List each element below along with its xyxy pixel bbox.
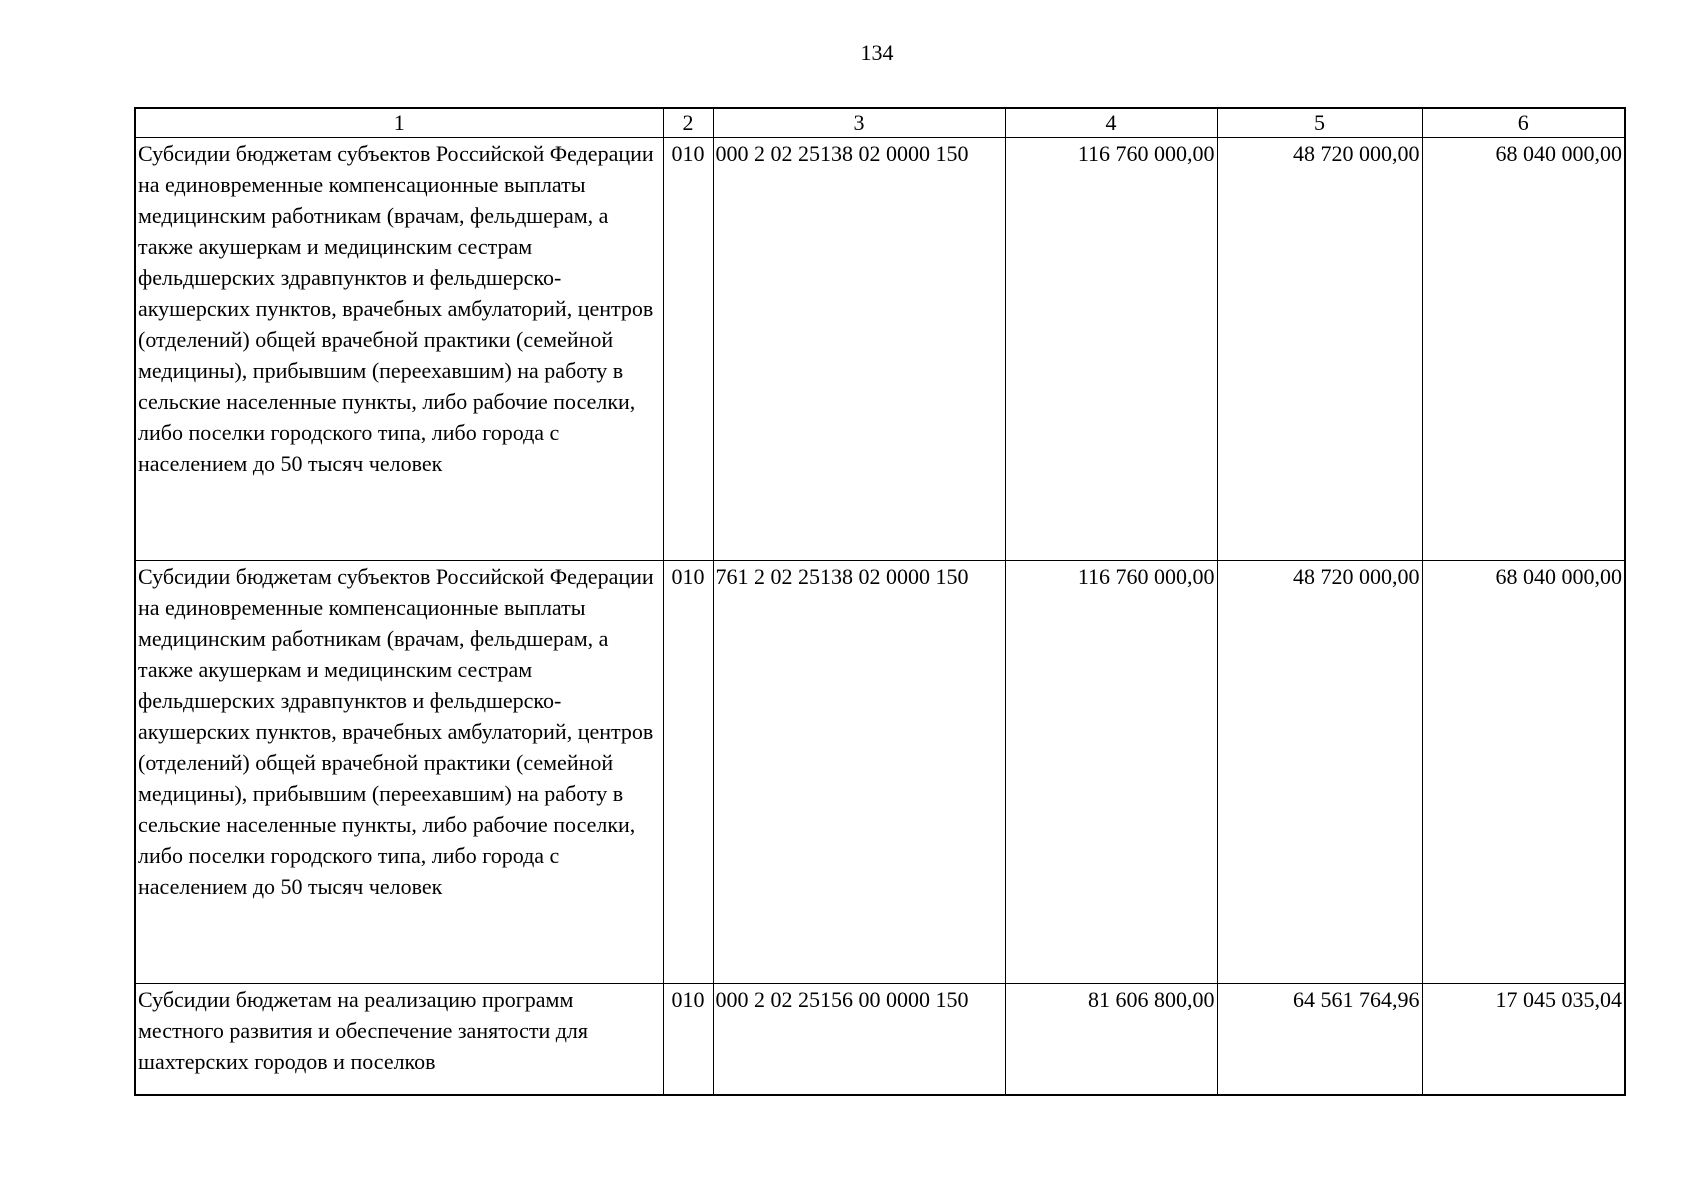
column-header: 1 <box>135 108 663 138</box>
column-header: 5 <box>1217 108 1422 138</box>
table-row <box>135 138 1625 561</box>
column-header: 4 <box>1005 108 1217 138</box>
row-amount-4: 81 606 800,00 <box>1005 984 1217 1096</box>
header-row <box>135 108 1625 138</box>
row-budget-code: 000 2 02 25156 00 0000 150 <box>713 984 1005 1096</box>
table-row <box>135 561 1625 984</box>
column-header: 6 <box>1422 108 1625 138</box>
row-budget-code: 000 2 02 25138 02 0000 150 <box>713 138 1005 561</box>
row-amount-5: 48 720 000,00 <box>1217 561 1422 984</box>
row-amount-5: 48 720 000,00 <box>1217 138 1422 561</box>
row-budget-code: 761 2 02 25138 02 0000 150 <box>713 561 1005 984</box>
table-row <box>135 984 1625 1096</box>
column-header: 2 <box>663 108 713 138</box>
column-header: 3 <box>713 108 1005 138</box>
page-number: 134 <box>860 40 894 65</box>
row-amount-6: 68 040 000,00 <box>1422 138 1625 561</box>
row-amount-6: 68 040 000,00 <box>1422 561 1625 984</box>
row-kind: 010 <box>663 984 713 1096</box>
row-description: Субсидии бюджетам на реализацию программ местного развития и обеспечение занятости для шахтерских городов и поселков <box>135 984 663 1096</box>
row-description: Субсидии бюджетам субъектов Российской Федерации на единовременные компенсационные выплаты медицинским работникам (врачам, фельдшерам, а также акушеркам и медицинским сестрам фельдшерских здравпунктов и фельдшерско-акушерских пунктов, врачебных амбулаторий, центров (отделений) общей врачебной практики (семейной медицины), прибывшим (переехавшим) на работу в сельские населенные пункты, либо рабочие поселки, либо поселки городского типа, либо города с населением до 50 тысяч человек <box>135 561 663 984</box>
row-amount-5: 64 561 764,96 <box>1217 984 1422 1096</box>
row-amount-6: 17 045 035,04 <box>1422 984 1625 1096</box>
row-amount-4: 116 760 000,00 <box>1005 138 1217 561</box>
budget-table <box>134 107 1626 1096</box>
row-kind: 010 <box>663 561 713 984</box>
row-kind: 010 <box>663 138 713 561</box>
row-description: Субсидии бюджетам субъектов Российской Федерации на единовременные компенсационные выплаты медицинским работникам (врачам, фельдшерам, а также акушеркам и медицинским сестрам фельдшерских здравпунктов и фельдшерско-акушерских пунктов, врачебных амбулаторий, центров (отделений) общей врачебной практики (семейной медицины), прибывшим (переехавшим) на работу в сельские населенные пункты, либо рабочие поселки, либо поселки городского типа, либо города с населением до 50 тысяч человек <box>135 138 663 561</box>
row-amount-4: 116 760 000,00 <box>1005 561 1217 984</box>
